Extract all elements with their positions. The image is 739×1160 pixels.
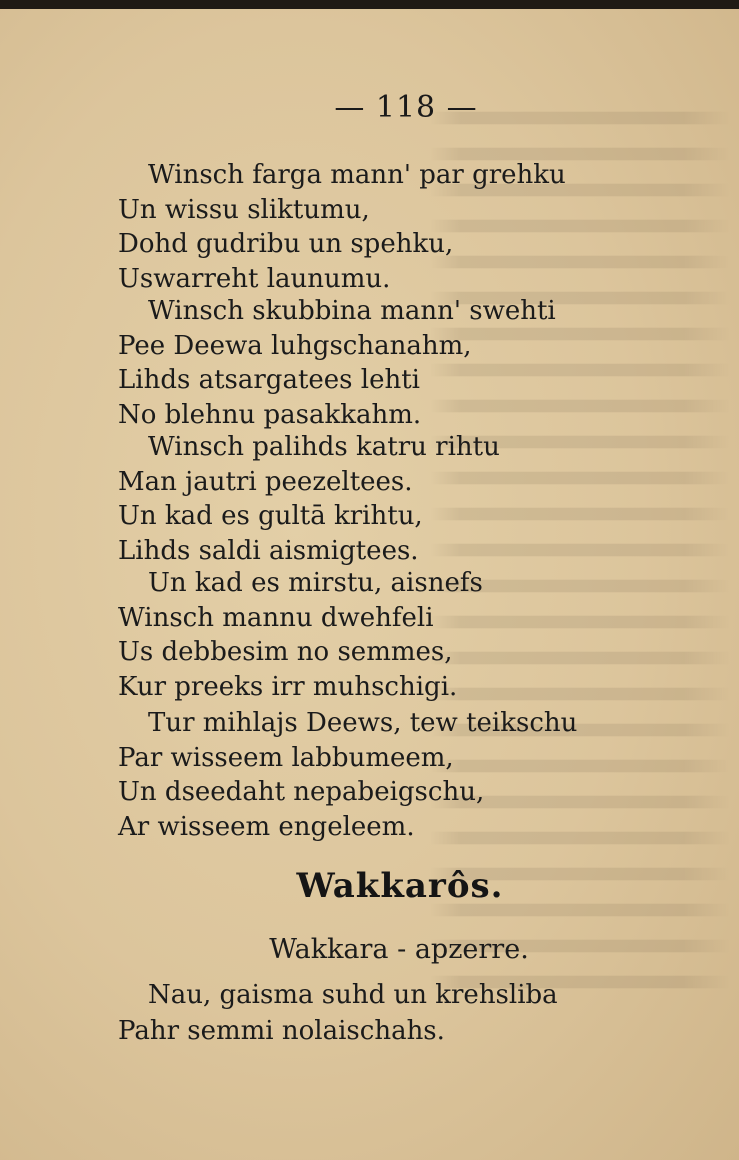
verse-line: Winsch palihds katru rihtu xyxy=(148,432,500,462)
verse-line: Lihds atsargatees lehti xyxy=(118,365,420,395)
verse-line: Pee Deewa luhgschanahm, xyxy=(118,330,472,361)
page-number: — 118 — xyxy=(334,90,478,125)
stanza-5 xyxy=(118,706,577,844)
stanza-2 xyxy=(118,294,556,432)
verse-line: Kur preeks irr muhschigi. xyxy=(118,671,458,702)
section-title: Wakkarôs. xyxy=(296,866,504,906)
section-subtitle: Wakkara - apzerre. xyxy=(269,934,529,965)
verse-line: Man jautri peezeltees. xyxy=(118,466,413,497)
verse-line: Winsch skubbina mann' swehti xyxy=(148,296,556,326)
verse-line: Un kad es gultā krihtu, xyxy=(118,501,423,531)
verse-line: Uswarreht launumu. xyxy=(118,263,391,294)
verse-line: Dohd gudribu un spehku, xyxy=(118,229,454,259)
verse-line: Us debbesim no semmes, xyxy=(118,637,453,667)
verse-line: Un dseedaht nepabeigschu, xyxy=(118,777,485,807)
verse-line: Ar wisseem engeleem. xyxy=(118,811,415,842)
verse-line: Lihds saldi aismigtees. xyxy=(118,535,419,566)
stanza-3 xyxy=(118,430,500,568)
stanza-1 xyxy=(118,158,566,296)
prose-paragraph xyxy=(118,977,558,1049)
verse-line: Winsch farga mann' par grehku xyxy=(148,160,566,190)
verse-line: Winsch mannu dwehfeli xyxy=(118,602,434,633)
verse-line: Un kad es mirstu, aisnefs xyxy=(148,568,483,598)
prose-line: Pahr semmi nolaischahs. xyxy=(118,1016,445,1046)
verse-line: Tur mihlajs Deews, tew teikschu xyxy=(148,708,578,738)
verse-line: Un wissu sliktumu, xyxy=(118,194,370,225)
verse-line: Par wisseem labbumeem, xyxy=(118,742,454,773)
prose-line: Nau, gaisma suhd un krehsliba xyxy=(148,980,558,1010)
verse-line: No blehnu pasakkahm. xyxy=(118,399,422,430)
stanza-4 xyxy=(118,566,483,704)
page-top-shadow xyxy=(0,0,739,9)
